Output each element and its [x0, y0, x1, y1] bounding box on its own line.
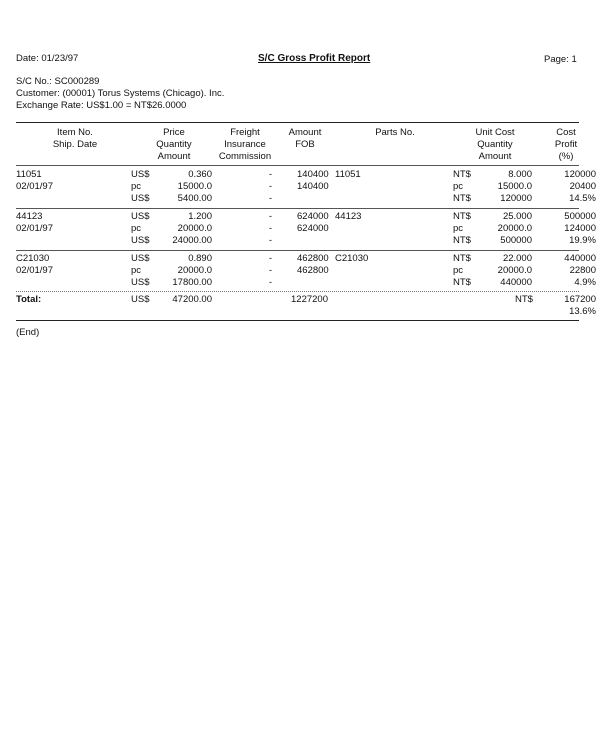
col-header-cost-profit	[545, 127, 587, 163]
currency: US$	[131, 277, 150, 288]
profit-percent: 14.5%	[569, 193, 596, 204]
col-amount: Amount	[157, 151, 191, 162]
amount: 17800.00	[172, 277, 212, 288]
sc-number: S/C No.: SC000289	[16, 76, 100, 87]
col-header-unit-cost	[460, 127, 530, 163]
total-amount: 47200.00	[172, 294, 212, 305]
parts-no: C21030	[335, 253, 369, 264]
col-header-fob	[280, 127, 330, 151]
commission: -	[268, 235, 272, 246]
profit: 22800	[569, 265, 596, 276]
currency: US$	[131, 193, 150, 204]
freight: -	[268, 169, 272, 180]
col-insurance: Insurance	[224, 139, 266, 150]
fob-amount: 140400	[297, 181, 329, 192]
total-label: Total:	[16, 294, 42, 305]
price: 0.360	[188, 169, 212, 180]
price: 1.200	[188, 211, 212, 222]
currency: US$	[131, 169, 150, 180]
fob-amount: 624000	[297, 223, 329, 234]
col-unit-cost: Unit Cost	[475, 127, 515, 138]
total-divider	[16, 291, 579, 292]
freight: -	[268, 253, 272, 264]
item-no: C21030	[16, 253, 50, 264]
col-header-freight	[210, 127, 280, 163]
cost-amount: 440000	[500, 277, 532, 288]
col-cost-amount: Amount	[478, 151, 512, 162]
col-profit: Profit	[554, 139, 578, 150]
unit-cost: 8.000	[508, 169, 532, 180]
currency: US$	[131, 211, 150, 222]
nt-currency: NT$	[453, 235, 471, 246]
item-no: 11051	[16, 169, 42, 180]
col-header-parts	[365, 127, 425, 139]
profit-percent: 4.9%	[574, 277, 596, 288]
col-header-item	[40, 127, 110, 151]
unit: pc	[131, 181, 142, 192]
commission: -	[268, 193, 272, 204]
nt-unit: pc	[453, 181, 464, 192]
col-quantity: Quantity	[156, 139, 192, 150]
col-freight: Freight	[230, 127, 260, 138]
col-commission: Commission	[218, 151, 272, 162]
col-ship-date: Ship. Date	[52, 139, 98, 150]
unit: pc	[131, 223, 142, 234]
header-rule-bottom	[16, 165, 579, 166]
price: 0.890	[188, 253, 212, 264]
parts-no: 11051	[335, 169, 361, 180]
nt-currency: NT$	[453, 253, 471, 264]
amount: 5400.00	[177, 193, 212, 204]
amount: 24000.00	[172, 235, 212, 246]
insurance: -	[268, 265, 272, 276]
nt-currency: NT$	[453, 193, 471, 204]
parts-no: 44123	[335, 211, 362, 222]
nt-currency: NT$	[453, 169, 471, 180]
total-fob: 1227200	[291, 294, 328, 305]
unit-cost: 22.000	[502, 253, 532, 264]
ship-date: 02/01/97	[16, 181, 53, 192]
cost: 440000	[564, 253, 596, 264]
cost-quantity: 20000.0	[497, 223, 532, 234]
commission: -	[268, 277, 272, 288]
total-currency: US$	[131, 294, 150, 305]
col-header-price	[140, 127, 208, 163]
cost: 120000	[564, 169, 596, 180]
cost-quantity: 20000.0	[497, 265, 532, 276]
item-no: 44123	[16, 211, 43, 222]
fob-amount: 624000	[297, 211, 329, 222]
col-cost-quantity: Quantity	[477, 139, 513, 150]
col-parts-no: Parts No.	[375, 127, 415, 138]
end-marker: (End)	[16, 327, 40, 338]
exchange-rate: Exchange Rate: US$1.00 = NT$26.0000	[16, 100, 187, 111]
cost-amount: 120000	[500, 193, 532, 204]
customer: Customer: (00001) Torus Systems (Chicago). Inc.	[16, 88, 225, 99]
currency: US$	[131, 253, 150, 264]
header-rule-top	[16, 122, 579, 123]
unit-cost: 25.000	[502, 211, 532, 222]
report-date: Date: 01/23/97	[16, 53, 79, 64]
col-cost: Cost	[556, 127, 576, 138]
row-divider	[16, 250, 579, 251]
col-price: Price	[163, 127, 185, 138]
quantity: 20000.0	[177, 223, 212, 234]
insurance: -	[268, 181, 272, 192]
total-profit-percent: 13.6%	[569, 306, 596, 317]
cost: 500000	[564, 211, 596, 222]
insurance: -	[268, 223, 272, 234]
fob-amount: 462800	[297, 253, 329, 264]
ship-date: 02/01/97	[16, 265, 53, 276]
profit-percent: 19.9%	[569, 235, 596, 246]
freight: -	[268, 211, 272, 222]
fob-amount: 140400	[297, 169, 329, 180]
cost-amount: 500000	[500, 235, 532, 246]
col-fob-amount: Amount	[288, 127, 322, 138]
nt-currency: NT$	[453, 277, 471, 288]
nt-unit: pc	[453, 265, 464, 276]
col-item-no: Item No.	[57, 127, 93, 138]
report-title: S/C Gross Profit Report	[258, 53, 371, 64]
quantity: 20000.0	[177, 265, 212, 276]
col-percent: (%)	[558, 151, 574, 162]
ship-date: 02/01/97	[16, 223, 53, 234]
currency: US$	[131, 235, 150, 246]
footer-rule	[16, 320, 579, 321]
row-divider	[16, 208, 579, 209]
profit: 20400	[569, 181, 596, 192]
col-fob: FOB	[295, 139, 315, 150]
total-profit: 167200	[564, 294, 596, 305]
profit: 124000	[564, 223, 596, 234]
nt-currency: NT$	[453, 211, 471, 222]
page-number: Page: 1	[544, 54, 577, 65]
nt-unit: pc	[453, 223, 464, 234]
cost-quantity: 15000.0	[497, 181, 532, 192]
fob-amount: 462800	[297, 265, 329, 276]
unit: pc	[131, 265, 142, 276]
total-nt-currency: NT$	[515, 294, 533, 305]
quantity: 15000.0	[177, 181, 212, 192]
